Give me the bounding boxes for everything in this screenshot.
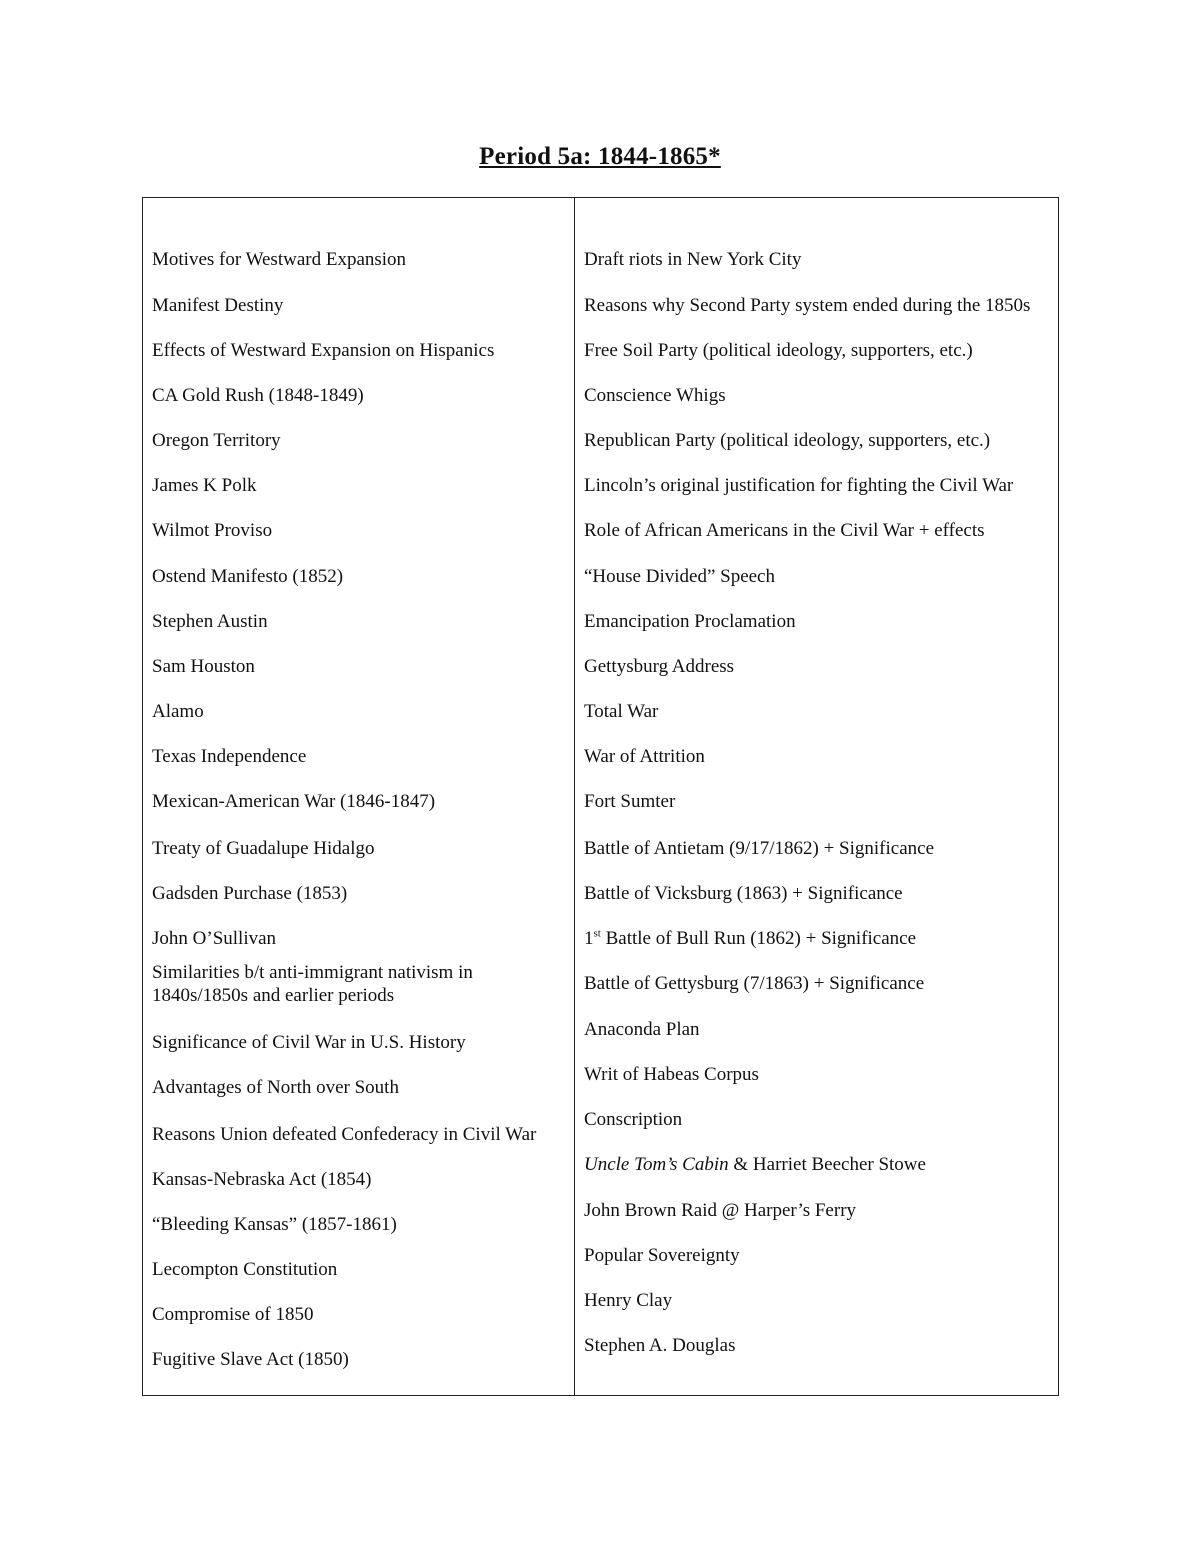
- list-item: Total War: [584, 701, 659, 722]
- list-item: CA Gold Rush (1848-1849): [152, 385, 364, 406]
- list-item: Writ of Habeas Corpus: [584, 1064, 759, 1085]
- list-item: Motives for Westward Expansion: [152, 249, 407, 270]
- list-item: Anaconda Plan: [584, 1019, 700, 1040]
- list-item: Mexican-American War (1846-1847): [152, 791, 436, 812]
- list-item: Stephen Austin: [152, 611, 268, 632]
- list-item: Kansas-Nebraska Act (1854): [152, 1169, 372, 1190]
- topics-table: [142, 197, 1059, 1396]
- list-item: Compromise of 1850: [152, 1304, 314, 1325]
- book-title: Uncle Tom’s Cabin: [584, 1154, 729, 1175]
- list-item: Texas Independence: [152, 746, 307, 767]
- list-item: Effects of Westward Expansion on Hispanics: [152, 340, 495, 361]
- list-item: Fort Sumter: [584, 791, 676, 812]
- list-item: War of Attrition: [584, 746, 705, 767]
- ordinal-number: 1: [584, 928, 594, 949]
- list-item: Fugitive Slave Act (1850): [152, 1349, 349, 1370]
- list-item-bull-run: [584, 927, 916, 950]
- list-item-uncle-toms-cabin: [584, 1153, 926, 1176]
- list-item: Draft riots in New York City: [584, 249, 802, 270]
- list-item: Henry Clay: [584, 1290, 673, 1311]
- list-item: John Brown Raid @ Harper’s Ferry: [584, 1200, 857, 1221]
- list-item: Advantages of North over South: [152, 1077, 399, 1098]
- page-title: Period 5a: 1844-1865*: [479, 143, 721, 170]
- list-item: Significance of Civil War in U.S. History: [152, 1032, 466, 1053]
- list-item: Oregon Territory: [152, 430, 281, 451]
- list-item: Republican Party (political ideology, supporters, etc.): [584, 430, 991, 451]
- list-item: Sam Houston: [152, 656, 255, 677]
- list-item: Ostend Manifesto (1852): [152, 566, 344, 587]
- list-item: Similarities b/t anti-immigrant nativism in 1840s/1850s and earlier periods: [152, 962, 473, 1006]
- list-item: Gadsden Purchase (1853): [152, 883, 348, 904]
- list-item: Popular Sovereignty: [584, 1245, 740, 1266]
- list-item: “House Divided” Speech: [584, 566, 775, 587]
- ordinal-suffix: st: [593, 927, 601, 940]
- list-item: Role of African Americans in the Civil War + effects: [584, 520, 985, 541]
- list-item: Conscription: [584, 1109, 683, 1130]
- list-item: Conscience Whigs: [584, 385, 726, 406]
- item-text: & Harriet Beecher Stowe: [733, 1154, 926, 1175]
- list-item: Manifest Destiny: [152, 295, 284, 316]
- list-item: Battle of Vicksburg (1863) + Significance: [584, 883, 903, 904]
- list-item: James K Polk: [152, 475, 257, 496]
- list-item: Treaty of Guadalupe Hidalgo: [152, 838, 375, 859]
- list-item: Reasons Union defeated Confederacy in Civil War: [152, 1124, 537, 1145]
- list-item: Battle of Antietam (9/17/1862) + Significance: [584, 838, 934, 859]
- list-item: Alamo: [152, 701, 204, 722]
- column-divider: [574, 198, 575, 1395]
- list-item: Lecompton Constitution: [152, 1259, 338, 1280]
- list-item: Emancipation Proclamation: [584, 611, 796, 632]
- list-item: Gettysburg Address: [584, 656, 735, 677]
- list-item: John O’Sullivan: [152, 928, 277, 949]
- list-item: Lincoln’s original justification for fighting the Civil War: [584, 475, 1014, 496]
- list-item: Reasons why Second Party system ended during the 1850s: [584, 295, 1031, 316]
- list-item: Free Soil Party (political ideology, supporters, etc.): [584, 340, 973, 361]
- list-item: Wilmot Proviso: [152, 520, 273, 541]
- item-text: Battle of Bull Run (1862) + Significance: [605, 928, 917, 949]
- list-item: Stephen A. Douglas: [584, 1335, 736, 1356]
- list-item: Battle of Gettysburg (7/1863) + Significance: [584, 973, 925, 994]
- list-item: “Bleeding Kansas” (1857-1861): [152, 1214, 397, 1235]
